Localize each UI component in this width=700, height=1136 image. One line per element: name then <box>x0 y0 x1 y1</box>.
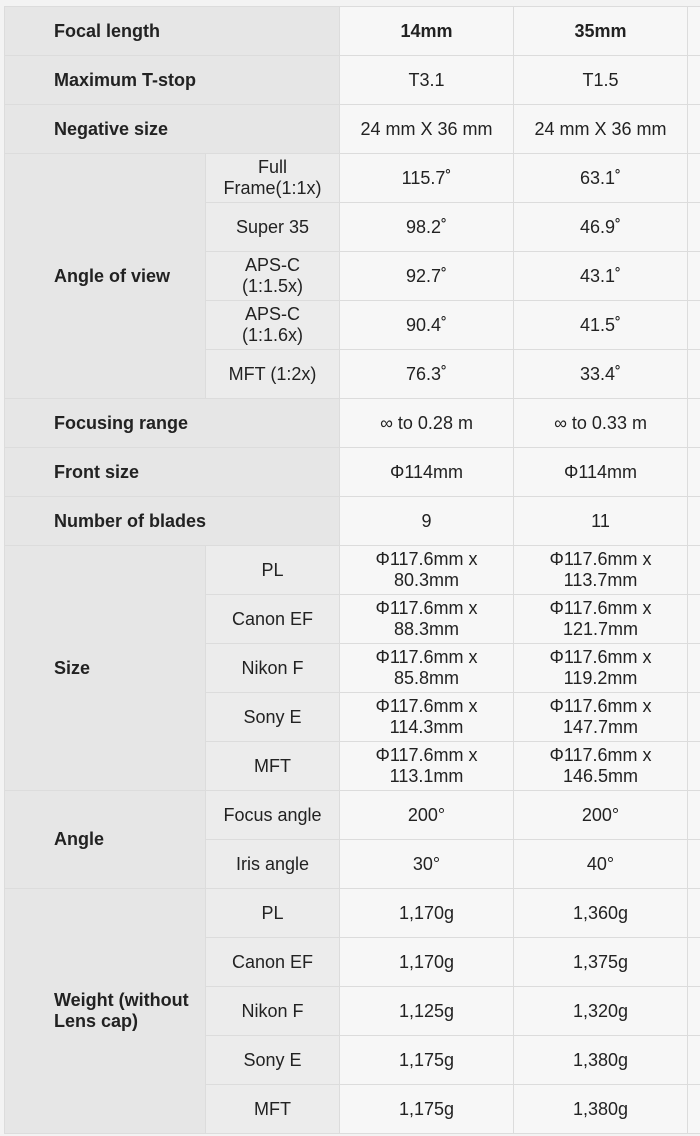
cell-value: Φ117.6mm x 119.2mm <box>514 644 688 693</box>
sub-label: MFT (1:2x) <box>206 350 340 399</box>
row-focal-length <box>5 7 700 56</box>
cell-value: Φ117.6mm x 80.3mm <box>340 546 514 595</box>
row-blades <box>5 497 700 546</box>
cell-value: Φ117.6mm x 88.3mm <box>340 595 514 644</box>
row-negative-size <box>5 105 700 154</box>
cell-value: 115.7˚ <box>340 154 514 203</box>
cell-value: 9 <box>340 497 514 546</box>
row-label-negative-size: Negative size <box>5 105 340 154</box>
cell-value: 1,170g <box>340 938 514 987</box>
row-angle-of-view <box>5 154 700 203</box>
cell-value: Φ117.6mm x 121.7mm <box>514 595 688 644</box>
cell-value: Φ117.6mm x 114.3mm <box>340 693 514 742</box>
cell-value: 1,170g <box>340 889 514 938</box>
cell-value: 200° <box>340 791 514 840</box>
row-size <box>5 546 700 595</box>
row-label-front-size: Front size <box>5 448 340 497</box>
cell-value: Φ117.6mm x 146.5mm <box>514 742 688 791</box>
cell-value: 1,375g <box>514 938 688 987</box>
cell-value: Φ117.6mm x 85.8mm <box>340 644 514 693</box>
sub-label: PL <box>206 546 340 595</box>
sub-label: PL <box>206 889 340 938</box>
cell-value: 11 <box>514 497 688 546</box>
row-label-weight: Weight (without Lens cap) <box>5 889 206 1134</box>
sub-label: Full Frame(1:1x) <box>206 154 340 203</box>
cell-value: 98.2˚ <box>340 203 514 252</box>
cell-value: T3.1 <box>340 56 514 105</box>
cell-value: 200° <box>514 791 688 840</box>
cell-value: 43.1˚ <box>514 252 688 301</box>
cell-value: 1,360g <box>514 889 688 938</box>
sub-label: Nikon F <box>206 987 340 1036</box>
cell-value: 24 mm X 36 mm <box>340 105 514 154</box>
row-label-size: Size <box>5 546 206 791</box>
row-max-tstop <box>5 56 700 105</box>
cell-value: ∞ to 0.28 m <box>340 399 514 448</box>
row-label-max-tstop: Maximum T-stop <box>5 56 340 105</box>
sub-label: Canon EF <box>206 938 340 987</box>
sub-label: Sony E <box>206 1036 340 1085</box>
row-label-focal-length: Focal length <box>5 7 340 56</box>
column-header-35mm: 35mm <box>514 7 688 56</box>
cell-value: Φ114mm <box>514 448 688 497</box>
sub-label: APS-C (1:1.6x) <box>206 301 340 350</box>
row-weight <box>5 889 700 938</box>
cell-value: 90.4˚ <box>340 301 514 350</box>
cell-value: 41.5˚ <box>514 301 688 350</box>
sub-label: Iris angle <box>206 840 340 889</box>
cell-value: 30° <box>340 840 514 889</box>
sub-label: Super 35 <box>206 203 340 252</box>
cell-value: T1.5 <box>514 56 688 105</box>
cell-value: Φ114mm <box>340 448 514 497</box>
sub-label: Canon EF <box>206 595 340 644</box>
sub-label: APS-C (1:1.5x) <box>206 252 340 301</box>
cell-value: Φ117.6mm x 113.7mm <box>514 546 688 595</box>
cell-value: 92.7˚ <box>340 252 514 301</box>
sub-label: MFT <box>206 1085 340 1134</box>
row-label-angle: Angle <box>5 791 206 889</box>
cell-value: 46.9˚ <box>514 203 688 252</box>
cell-value: 1,175g <box>340 1085 514 1134</box>
sub-label: Nikon F <box>206 644 340 693</box>
cell-value: 33.4˚ <box>514 350 688 399</box>
row-focusing-range <box>5 399 700 448</box>
cell-value: Φ117.6mm x 113.1mm <box>340 742 514 791</box>
cell-value: 24 mm X 36 mm <box>514 105 688 154</box>
cell-value: 1,320g <box>514 987 688 1036</box>
cell-value: 1,125g <box>340 987 514 1036</box>
cell-value: 1,380g <box>514 1085 688 1134</box>
sub-label: MFT <box>206 742 340 791</box>
sub-label: Focus angle <box>206 791 340 840</box>
sub-label: Sony E <box>206 693 340 742</box>
column-header-14mm: 14mm <box>340 7 514 56</box>
cell-value: ∞ to 0.33 m <box>514 399 688 448</box>
row-front-size <box>5 448 700 497</box>
cell-value: 76.3˚ <box>340 350 514 399</box>
row-label-blades: Number of blades <box>5 497 340 546</box>
row-label-focusing-range: Focusing range <box>5 399 340 448</box>
cell-value: 63.1˚ <box>514 154 688 203</box>
row-angle <box>5 791 700 840</box>
cell-value: 1,380g <box>514 1036 688 1085</box>
cell-value: 1,175g <box>340 1036 514 1085</box>
row-label-angle-of-view: Angle of view <box>5 154 206 399</box>
cell-value: 40° <box>514 840 688 889</box>
spec-table <box>4 6 700 1134</box>
cell-value: Φ117.6mm x 147.7mm <box>514 693 688 742</box>
